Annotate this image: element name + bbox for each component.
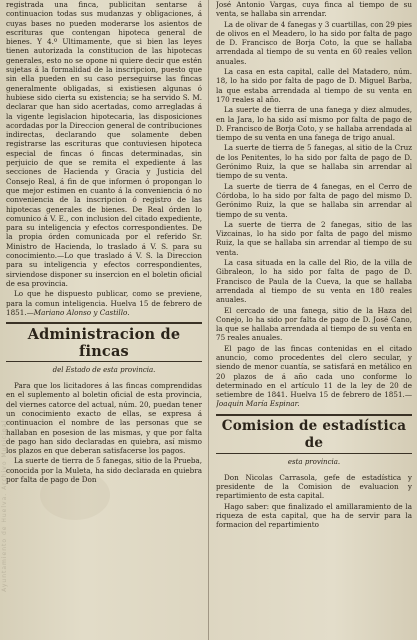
paragraph: registrada una finca, publicitan sentarse á continuacion todas sus mudanzas y obligaciones, á cuyas bases no pueden moderarse los asientos de escrituras que contengan hipoteca general de bienes. Y 4.º Ultimamente, que si bien las leyes tienen autorizada la constitucion de las hipotecas generales, esto no se opone ni quiere decir que estén sujetas á la formalidad de la inscripcion, puesto que sin ella pueden en su caso perseguirse las fincas generalmente obligadas, si existiesen algunas ó hubiese sido cierta su existencia; se ha servido S. M. declarar que han sido acertadas, como arregladas á la vigente legislacion hipotecaria, las disposiciones acordadas por la Direccion general de contribuciones indirectas, declarando que solamente deben registrarse las escrituras que contuviesen hipoteca especial de fincas ó fincas determinadas, sin perjuicio de que se remita el expediente á las secciones de Hacienda y Gracia y Justicia del Consejo Real, á fin de que informen ó propongan lo que mejor estimen en cuanto á la conveniencia ó no conveniencia de la inscripcion ó registro de las hipotecas generales de bienes. De Real órden lo comunico á V. E., con inclusion del citado expediente, para su inteligencia y efectos correspondientes. De la propia órden comunicada por el referido Sr. Ministro de Hacienda, lo traslado á V. S. para su conocimiento.—Lo que traslado á V. S. la Direccion para su inteligencia y efectos correspondientes, sirviendose disponer su insercion en el boletin oficial de esa provincia. bbox=[6, 0, 202, 288]
section-subheading: del Estado de esta provincia. bbox=[52, 366, 156, 375]
left-column bbox=[6, 0, 202, 640]
paragraph: Hago saber: que finalizado el amillaramiento de la riqueza de esta capital, que ha de servir para la formacion del repartimiento bbox=[216, 501, 412, 530]
signature: Mariano Alonso y Castillo. bbox=[33, 307, 130, 317]
paragraph: José Antonio Vargas, cuya finca al tiempo de su venta, se hallaba sin arrendar. bbox=[216, 0, 412, 19]
section-subheading: esta provincia. bbox=[287, 457, 341, 466]
section-heading: Administracion de fincas bbox=[27, 326, 181, 361]
paragraph: La suerte de tierra de una fanega y diez almudes, en la Jara, lo ha sido así mismo por falta de pago de D. Francisco de Borja Coto, y se hallaba arrendada al tiempo de su venta en una fanega de trigo anual. bbox=[216, 105, 412, 143]
paragraph: La casa en esta capital, calle del Matadero, núm. 18, lo ha sido por falta de pago de D. Miguel Barba, la que estaba arrendada al tiempo de su venta en 170 reales al año. bbox=[216, 67, 412, 104]
paragraph: Para que los licitadores á las fincas comprendidas en el suplemento al boletin oficial de esta provincia, del viernes catorce del actual, núm. 20, puedan tener un conocimiento exacto de ellas, se expresa á continuacion el nombre de las personas que se hallaban en posesion de las mismas, y que por falta de pago han sido declaradas en quiebra, así mismo los plazos en que deberan satisfacerse los pagos. bbox=[6, 381, 202, 456]
section-rule bbox=[216, 453, 412, 454]
paragraph: La suerte de tierra de 5 fanegas, sitio de la Prueba, conocida por la Muleta, ha sido declarada en quiebra por falta de pago de Don bbox=[6, 456, 202, 485]
paragraph: La suerte de tierra de 5 fanegas, al sitio de la Cruz de los Penitentes, lo ha sido por falta de pago de D. Gerónimo Ruiz, la que se hallaba sin arrendar al tiempo de su venta. bbox=[216, 143, 412, 181]
paragraph: La de olivar de 4 fanegas y 3 cuartillas, con 29 pies de olivos en el Meadero, lo ha sido por falta de pago de D. Francisco de Borja Coto, la que se hallaba arrendada al tiempo de su venta en 60 reales vellon anuales. bbox=[216, 19, 412, 66]
paragraph: Lo que he dispuesto publicar, como se previene, para la comun inteligencia. Huelva 15 de febrero de 1851.—Mariano Alonso y Castillo. bbox=[6, 289, 202, 317]
paragraph: La suerte de tierra de 4 fanegas, en el Cerro de Córdoba, lo ha sido por falta de pago del mismo D. Gerónimo Ruiz, la que se hallaba sin arrendar al tiempo de su venta. bbox=[216, 181, 412, 219]
archive-watermark: Ayuntamiento de Huelva. Archivo Municipal bbox=[1, 420, 8, 592]
section-rule bbox=[6, 361, 202, 362]
paragraph: El pago de las fincas contenidas en el citado anuncio, como procedentes del clero secular, y siendo de menor cuantía, se satisfará en metálico en 20 plazos de á año cada uno conforme lo determinado en el artículo 11 de la ley de 20 de setiembre de 1841. Huelva 15 de febrero de 1851.—Joaquin María Espinar. bbox=[216, 343, 412, 409]
paragraph: La casa situada en la calle del Rio, de la villa de Gibraleon, lo ha sido por falta de pago de D. Francisco de Paula de la Cueva, la que se hallaba arrendada al tiempo de su venta en 180 reales anuales. bbox=[216, 258, 412, 305]
section-rule bbox=[216, 414, 412, 416]
signature: Joaquin María Espinar. bbox=[216, 399, 300, 409]
closing-text: El pago de las fincas contenidas en el citado anuncio, como procedentes del clero secular, y siendo de menor cuantía, se satisfará en metálico en 20 plazos de á año cada uno conforme lo determinado en el artículo 11 de la ley de 20 de setiembre de 1841. Huelva 15 de febrero de 1851. bbox=[216, 343, 412, 400]
section-rule bbox=[6, 322, 202, 324]
section-heading: Comision de estadística de bbox=[221, 417, 407, 451]
closing-text: Lo que he dispuesto publicar, como se previene, para la comun inteligencia. Huelva 15 de febrero de 1851. bbox=[6, 289, 202, 317]
right-column bbox=[216, 0, 412, 640]
paragraph: La suerte de tierra de 2 fanegas, sitio de las Vizcainas, lo ha sido por falta de pago del mismo Ruiz, la que se hallaba sin arrendar al tiempo de su venta. bbox=[216, 219, 412, 257]
column-divider bbox=[208, 0, 209, 640]
paragraph: Don Nicolas Carrasola, gefe de estadística y presidente de la Comision de evaluacion y repartimiento de esta capital. bbox=[216, 472, 412, 501]
paragraph: El cercado de una fanega, sitio de la Haza del Conejo, lo ha sido por falta de pago de D. José Cano, la que se hallaba arrendada al tiempo de su venta en 75 reales anuales. bbox=[216, 305, 412, 343]
